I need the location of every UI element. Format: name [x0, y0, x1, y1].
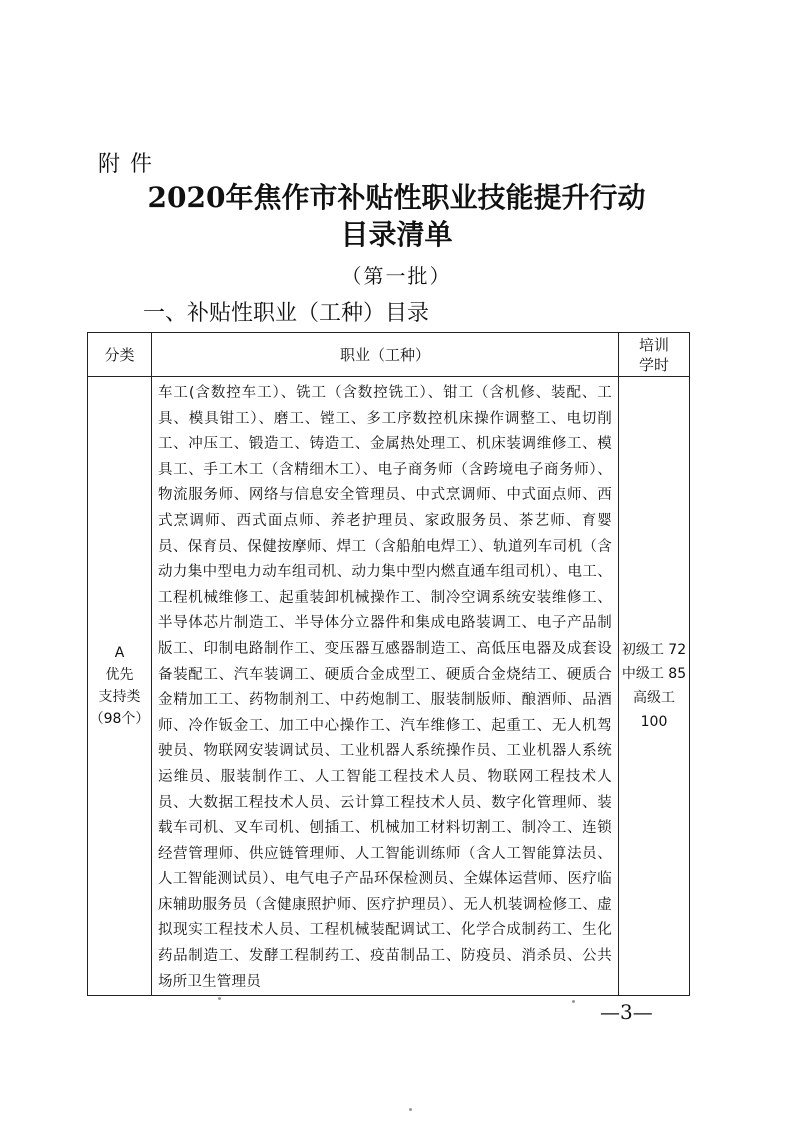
document-title-line1: 2020年焦作市补贴性职业技能提升行动	[147, 181, 646, 214]
scan-speck	[572, 1000, 575, 1003]
column-header-hours-line1: 培训	[638, 335, 669, 354]
category-name-line2: 支持类	[98, 689, 141, 706]
column-header-category: 分类	[88, 333, 152, 377]
table-header-row	[88, 333, 690, 377]
attachment-label: 附件	[98, 152, 163, 177]
occupation-cell	[152, 377, 619, 996]
category-name-line1: 优先	[105, 667, 134, 684]
section-heading: 一、补贴性职业（工种）目录	[143, 301, 430, 326]
column-header-occupation: 职业（工种）	[152, 333, 619, 377]
scan-speck	[218, 997, 221, 1000]
table-row	[88, 377, 690, 996]
page-number: —3—	[600, 1000, 653, 1024]
occupation-list: 车工(含数控车工）、铣工（含数控铣工）、钳工（含机修、装配、工具、模具钳工）、磨工、镗工、多工序数控机床操作调整工、电切削工、冲压工、锻造工、铸造工、金属热处理工、机床装调维修工、模具工、手工木工（含精细木工）、电子商务师（含跨境电子商务师）、物流服务师、网络与信息安全管理员、中式烹调师、中式面点师、西式烹调师、西式面点师、养老护理员、家政服务员、茶艺师、育婴员、保育员、保健按摩师、焊工（含船舶电焊工）、轨道列车司机（含动力集中型电力动车组司机、动力集中型内燃直通车组司机）、电工、工程机械维修工、起重装卸机械操作工、制冷空调系统安装维修工、半导体芯片制造工、半导体分立器件和集成电路装调工、电子产品制版工、印制电路制作工、变压器互感器制造工、高低压电器及成套设备装配工、汽车装调工、硬质合金成型工、硬质合金烧结工、硬质合金精加工工、药物制剂工、中药炮制工、服装制版师、酿酒师、品酒师、冷作钣金工、加工中心操作工、汽车维修工、起重工、无人机驾驶员、物联网安装调试员、工业机器人系统操作员、工业机器人系统运维员、服装制作工、人工智能工程技术人员、物联网工程技术人员、大数据工程技术人员、云计算工程技术人员、数字化管理师、装载车司机、叉车司机、刨插工、机械加工材料切割工、制冷工、连锁经营管理师、供应链管理师、人工智能训练师（含人工智能算法员、人工智能测试员）、电气电子产品环保检测员、全媒体运营师、医疗临床辅助服务员（含健康照护师、医疗护理员）、无人机装调检修工、虚拟现实工程技术人员、工程机械装配调试工、化学合成制药工、生化药品制造工、发酵工程制药工、疫苗制品工、防疫员、消杀员、公共场所卫生管理员	[158, 385, 612, 990]
batch-label: （第一批）	[341, 264, 452, 288]
column-header-hours-line2: 学时	[638, 355, 669, 374]
hours-advanced: 高级工 100	[633, 690, 675, 731]
category-cell	[88, 377, 152, 996]
occupation-catalog-table	[87, 332, 690, 996]
document-title-line2: 目录清单	[340, 218, 453, 251]
hours-elementary: 初级工 72	[621, 642, 687, 659]
scan-speck	[409, 1108, 412, 1111]
training-hours-cell	[619, 377, 690, 996]
category-count: （98个）	[89, 711, 150, 728]
hours-intermediate: 中级工 85	[621, 666, 687, 683]
category-code: A	[114, 645, 125, 662]
column-header-hours	[619, 333, 690, 377]
